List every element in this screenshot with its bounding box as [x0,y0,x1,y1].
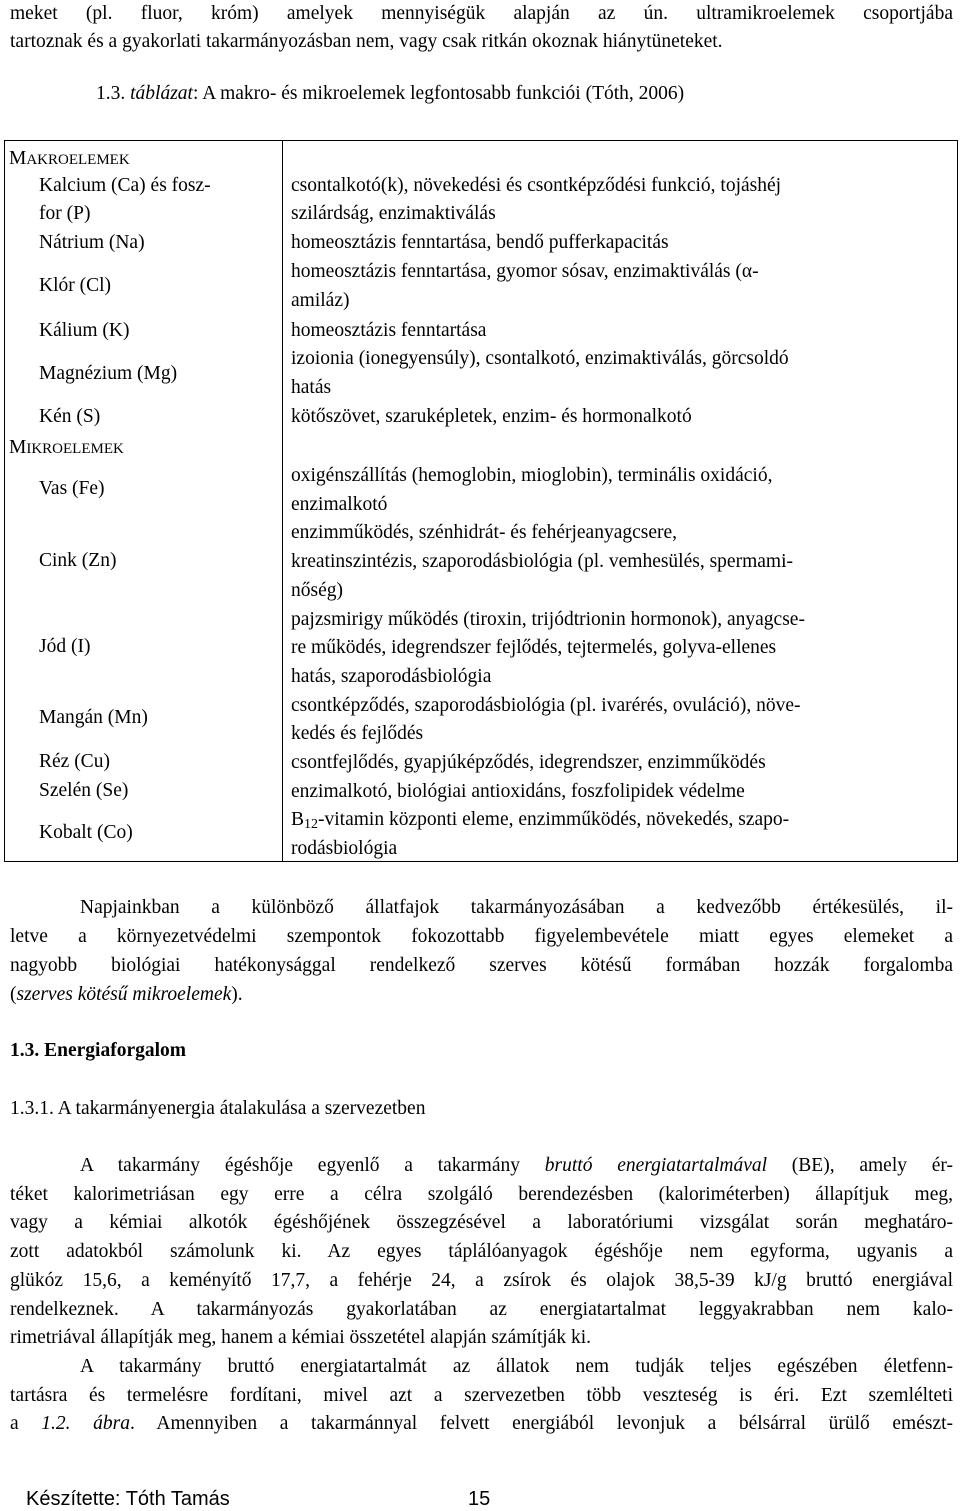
section-heading: 1.3. Energiaforgalom [10,1040,187,1061]
para2-line-2: téket kalorimetriásan egy erre a célra szolgáló berendezésben (kaloriméterben) állapítjuk meg, [10,1184,953,1205]
element-calcium-phosphorus-1: Kalcium (Ca) és fosz- [39,175,211,196]
functions-column [283,141,958,862]
intro-line-1: meket (pl. fluor, króm) amelyek mennyiségük alapján az ún. ultramikroelemek csoportjába [10,3,953,24]
element-chlorine: Klór (Cl) [39,275,112,296]
footer-author: Készítette: Tóth Tamás [26,1488,230,1510]
para1-line-4 [10,985,243,1005]
para1-line-2: letve a környezetvédelmi szempontok fokozottabb figyelembevétele miatt egyes elemeket a [10,926,953,947]
caption-colon: : [192,83,203,104]
func-zn-2: kreatinszintézis, szaporodásbiológia (pl. vemhesülés, spermami- [291,551,793,572]
para3-line-1: A takarmány bruttó energiatartalmát az állatok nem tudják teljes egészében életfenn- [80,1356,953,1377]
element-magnesium: Magnézium (Mg) [39,363,178,384]
figure-reference: 1.2. ábra [41,1413,130,1434]
para2-line-4: zott adatokból számolunk ki. Az egyes táplálóanyagok égéshője nem egyforma, ugyanis a [10,1241,953,1262]
func-mg-1: izoionia (ionegyensúly), csontalkotó, enzimaktiválás, görcsoldó [291,348,789,369]
func-ca-p-1: csontalkotó(k), növekedési és csontképződési funkció, tojáshéj [291,175,782,196]
func-i-3: hatás, szaporodásbiológia [291,666,492,687]
caption-number: 1.3. [96,83,131,104]
func-co-text: -vitamin központi eleme, enzimműködés, növekedés, szapo- [318,809,790,830]
element-iodine: Jód (I) [39,636,91,657]
element-manganese: Mangán (Mn) [39,707,148,728]
func-se: enzimalkotó, biológiai antioxidáns, foszfolipidek védelme [291,781,745,802]
para1-paren-open: ( [10,984,17,1005]
func-i-1: pajzsmirigy működés (tiroxin, trijódtrionin hormonok), anyagcse- [291,609,805,630]
para2-italic-term: bruttó energiatartalmával [544,1155,768,1176]
elements-table [4,140,958,862]
caption-source: (Tóth, 2006) [580,83,685,104]
element-iron: Vas (Fe) [39,478,105,499]
element-sulfur: Kén (S) [39,406,101,427]
element-calcium-phosphorus-2: for (P) [39,203,91,224]
element-potassium: Kálium (K) [39,320,130,341]
func-co-1 [291,810,789,832]
para2-line-3: vagy a kémiai alkotók égéshőjének összegzésével a laboratóriumi vizsgálat során meghatáro- [10,1212,953,1233]
para1-italic-term: szerves kötésű mikroelemek [16,984,232,1005]
caption-label: táblázat [130,83,193,104]
func-fe-1: oxigénszállítás (hemoglobin, mioglobin), terminális oxidáció, [291,465,773,486]
para2-line-5: glükóz 15,6, a keményítő 17,7, a fehérje 24, a zsírok és olajok 38,5-39 kJ/g bruttó energiával [10,1270,953,1291]
intro-line-2: tartoznak és a gyakorlati takarmányozásban nem, vagy csak ritkán okoznak hiánytüneteket. [10,31,723,52]
func-i-2: re működés, idegrendszer fejlődés, tejtermelés, golyva-ellenes [291,637,777,658]
element-zinc: Cink (Zn) [39,550,117,571]
table-caption [96,84,684,104]
func-na: homeosztázis fenntartása, bendő pufferkapacitás [291,232,669,253]
func-mn-1: csontképződés, szaporodásbiológia (pl. ivarérés, ovuláció), növe- [291,695,801,716]
para2-line-6: rendelkeznek. A takarmányozás gyakorlatában az energiatartalmat leggyakrabban nem kalo- [10,1299,953,1320]
para1-line-3: nagyobb biológiai hatékonysággal rendelkező szerves kötésű formában hozzák forgalomba [10,955,953,976]
func-zn-1: enzimműködés, szénhidrát- és fehérjeanyagcsere, [291,522,678,543]
macro-header: MAKROELEMEK [9,148,130,169]
para3-line-3: a 1.2. ábra. Amennyiben a takarmánnyal felvett energiából levonjuk a bélsárral ürülő emészt- [10,1413,954,1434]
func-cl-1: homeosztázis fenntartása, gyomor sósav, enzimaktiválás (α- [291,261,759,282]
func-mn-2: kedés és fejlődés [291,723,424,744]
footer-page-number: 15 [468,1488,491,1510]
element-cobalt: Kobalt (Co) [39,822,133,843]
element-sodium: Nátrium (Na) [39,232,145,253]
func-k: homeosztázis fenntartása [291,320,487,341]
para2-line-7: rimetriával állapítják meg, hanem a kémiai összetétel alapján számítják ki. [10,1327,591,1348]
subsection-heading: 1.3.1. A takarmányenergia átalakulása a szervezetben [10,1098,426,1119]
func-cu: csontfejlődés, gyapjúképződés, idegrendszer, enzimműködés [291,752,766,773]
element-copper: Réz (Cu) [39,751,110,772]
micro-header: MIKROELEMEK [9,437,124,458]
func-ca-p-2: szilárdság, enzimaktiválás [291,203,496,224]
para2-line-1: A takarmány égéshője egyenlő a takarmány bruttó energiatartalmával (BE), amely ér- [80,1155,954,1176]
func-co-prefix: B [291,809,305,830]
para1-line-1: Napjainkban a különböző állatfajok takarmányozásában a kedvezőbb értékesülés, il- [80,897,953,918]
para1-paren-close: ). [231,984,243,1005]
func-zn-3: nőség) [291,580,343,601]
para3-line-2: tartásra és termelésre fordítani, mivel azt a szervezetben több veszteség is éri. Ezt szemlélteti [10,1385,953,1406]
element-selenium: Szelén (Se) [39,780,129,801]
caption-title: A makro- és mikroelemek legfontosabb funkciói [202,83,581,104]
func-mg-2: hatás [291,377,332,398]
func-cl-2: amiláz) [291,290,350,311]
func-co-subscript: 12 [304,817,319,832]
elements-column [5,141,283,862]
func-s: kötőszövet, szaruképletek, enzim- és hormonalkotó [291,406,692,427]
func-co-2: rodásbiológia [291,838,398,859]
func-fe-2: enzimalkotó [291,494,388,515]
